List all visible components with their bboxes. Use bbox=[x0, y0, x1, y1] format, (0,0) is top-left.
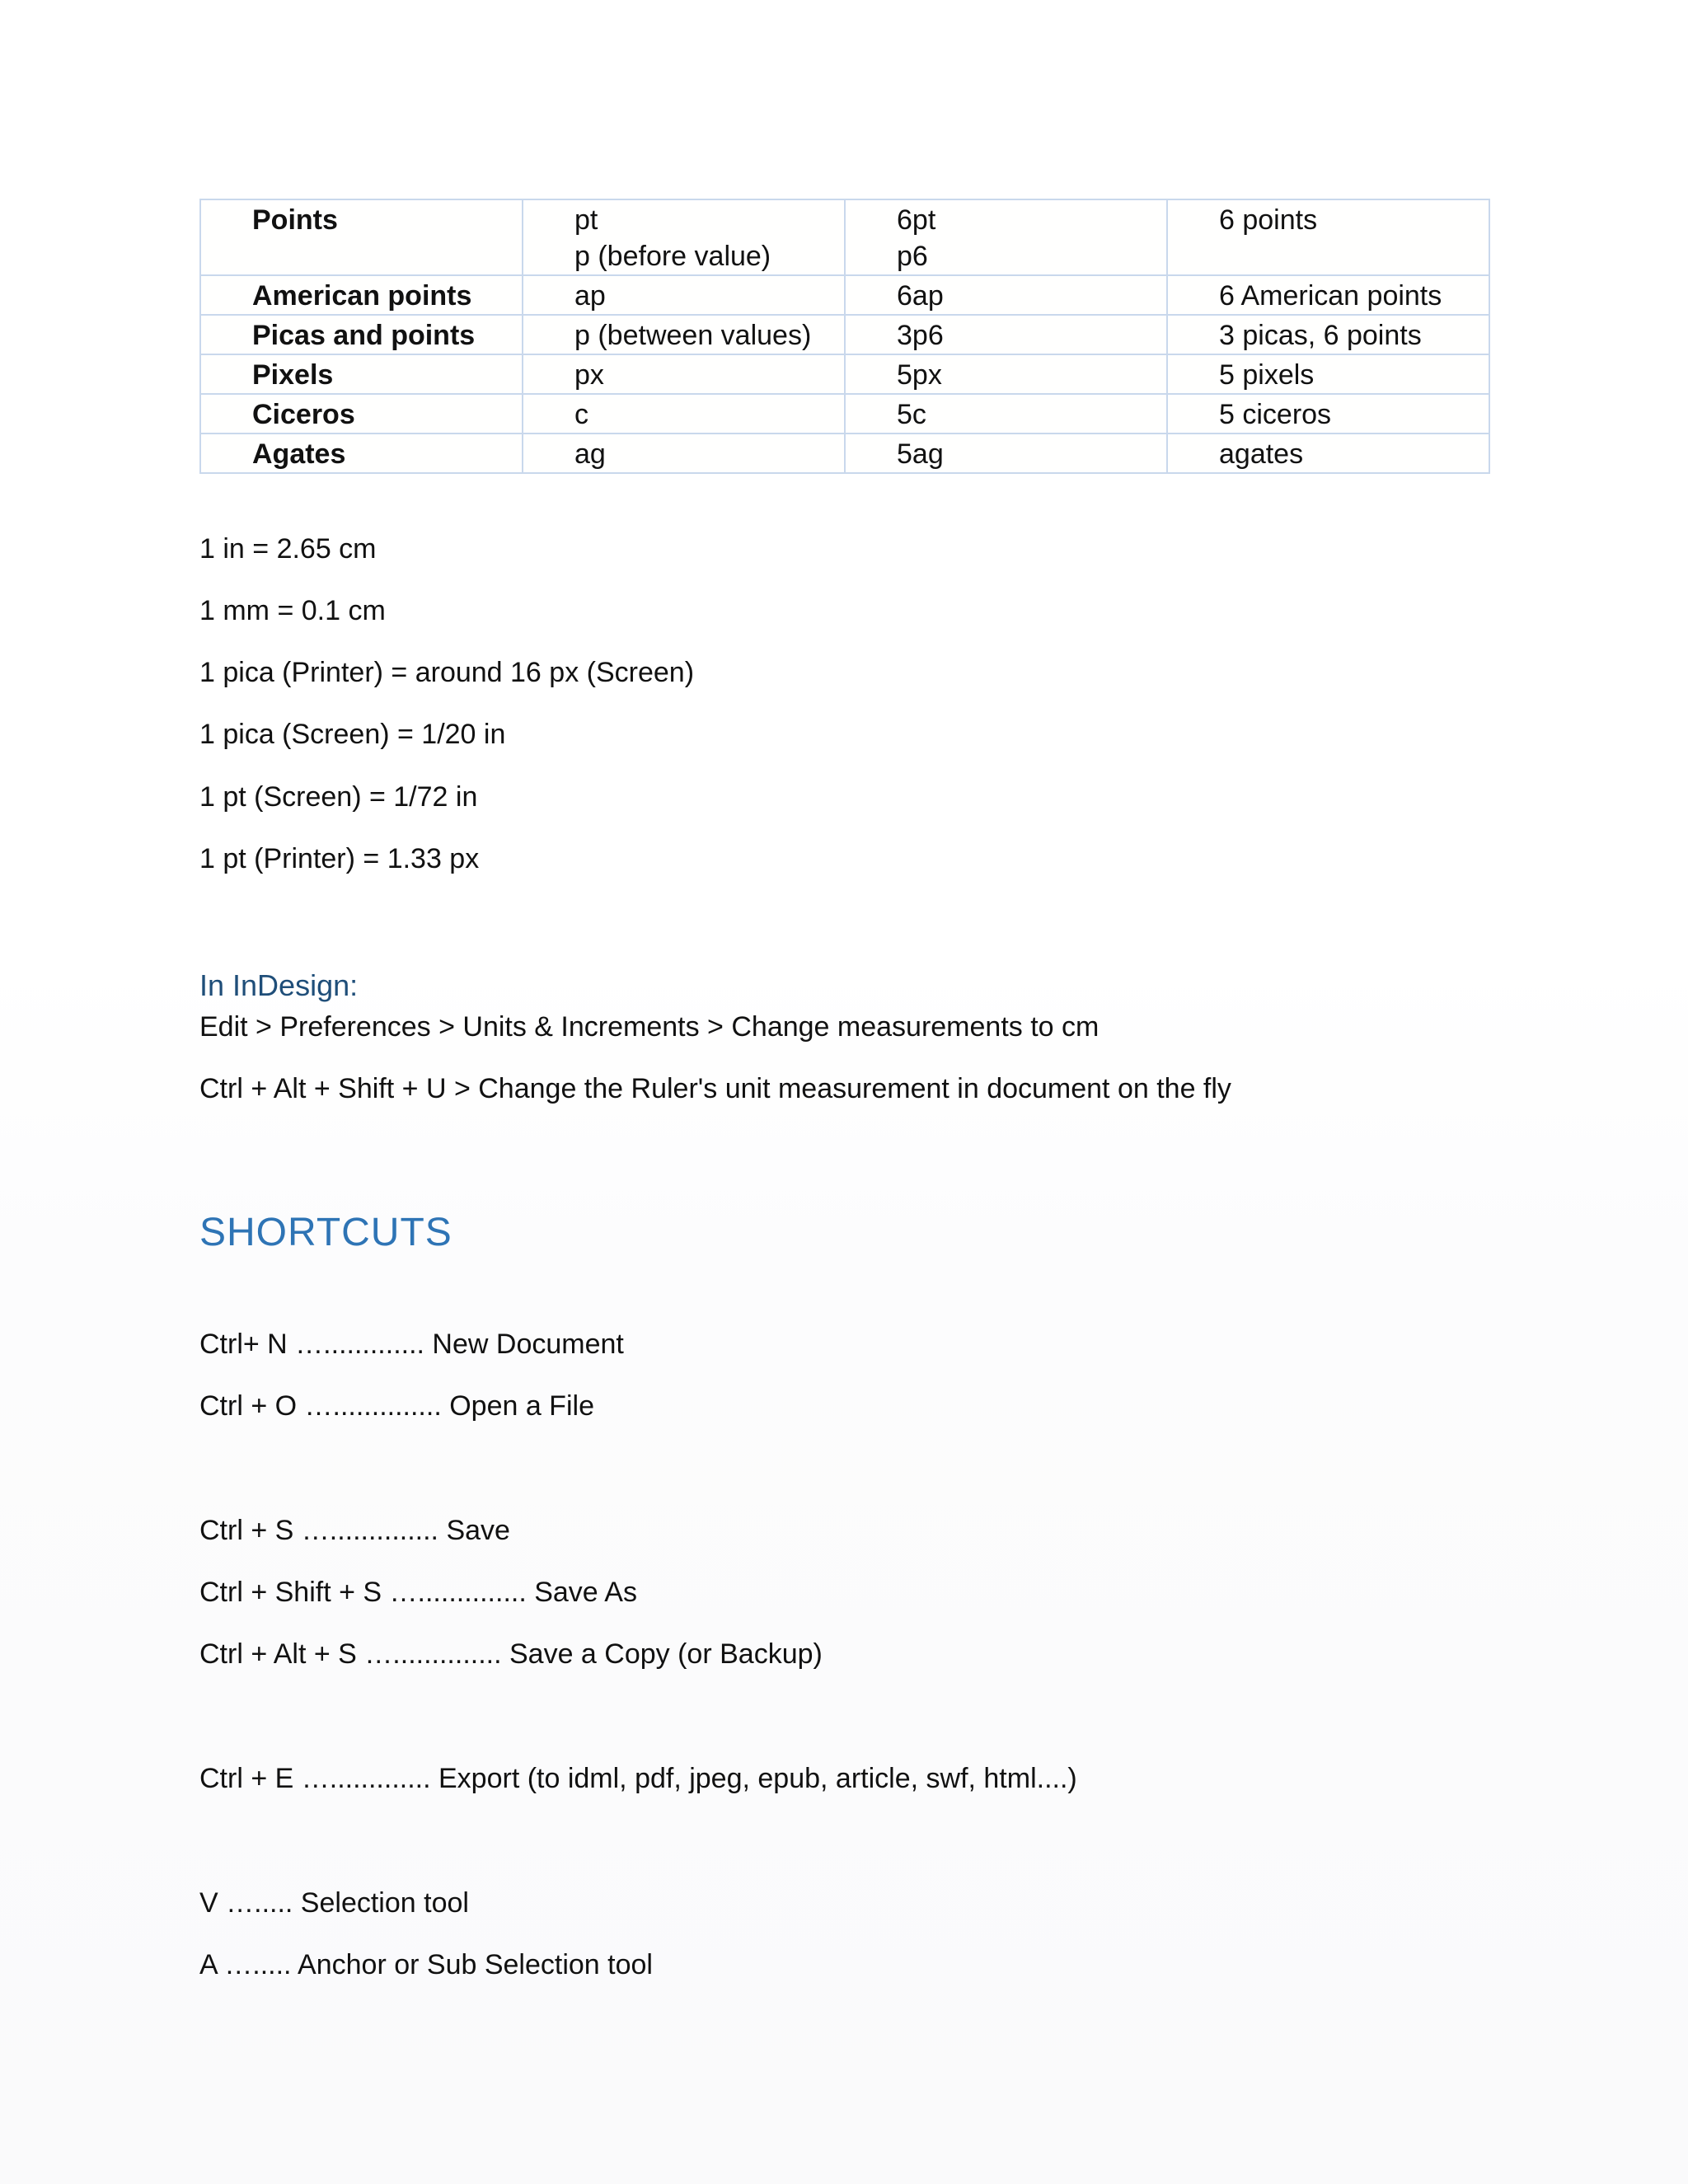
shortcut-item: Ctrl + O ….............. Open a File bbox=[199, 1390, 594, 1422]
unit-name: American points bbox=[200, 275, 523, 315]
shortcut-item: Ctrl + Shift + S ….............. Save As bbox=[199, 1577, 637, 1608]
shortcut-item: Ctrl + E …............. Export (to idml, pdf, jpeg, epub, article, swf, html....) bbox=[199, 1763, 1077, 1794]
unit-example: 5c bbox=[845, 394, 1167, 434]
shortcut-item: Ctrl+ N …............. New Document bbox=[199, 1329, 624, 1360]
unit-meaning: agates bbox=[1167, 434, 1489, 473]
conversion-line: 1 pica (Printer) = around 16 px (Screen) bbox=[199, 657, 695, 688]
shortcut-item: Ctrl + Alt + S ….............. Save a Copy (or Backup) bbox=[199, 1638, 823, 1670]
unit-meaning: 5 pixels bbox=[1167, 354, 1489, 394]
unit-name: Picas and points bbox=[200, 315, 523, 354]
unit-example: 5px bbox=[845, 354, 1167, 394]
unit-abbreviation: p (between values) bbox=[523, 315, 845, 354]
unit-abbreviation: c bbox=[523, 394, 845, 434]
unit-name: Points bbox=[200, 199, 523, 275]
unit-name: Pixels bbox=[200, 354, 523, 394]
indesign-heading: In InDesign: bbox=[199, 968, 359, 1002]
unit-abbreviation: px bbox=[523, 354, 845, 394]
conversion-line: 1 mm = 0.1 cm bbox=[199, 595, 386, 626]
unit-example: 6pt p6 bbox=[845, 199, 1167, 275]
table-row bbox=[200, 275, 1489, 315]
conversion-line: 1 pt (Screen) = 1/72 in bbox=[199, 781, 478, 813]
unit-abbreviation: ap bbox=[523, 275, 845, 315]
unit-example: 6ap bbox=[845, 275, 1167, 315]
unit-abbreviation: ag bbox=[523, 434, 845, 473]
indesign-instruction: Ctrl + Alt + Shift + U > Change the Ruler's unit measurement in document on the fly bbox=[199, 1073, 1231, 1104]
unit-abbreviation: pt p (before value) bbox=[523, 199, 845, 275]
indesign-instruction: Edit > Preferences > Units & Increments > Change measurements to cm bbox=[199, 1011, 1100, 1043]
conversion-line: 1 pt (Printer) = 1.33 px bbox=[199, 843, 480, 874]
shortcut-item: V …..... Selection tool bbox=[199, 1887, 469, 1919]
shortcut-item: A …..... Anchor or Sub Selection tool bbox=[199, 1949, 653, 1980]
table-row bbox=[200, 394, 1489, 434]
table-row bbox=[200, 199, 1489, 275]
unit-name: Ciceros bbox=[200, 394, 523, 434]
table-row bbox=[200, 354, 1489, 394]
units-table bbox=[199, 199, 1490, 474]
unit-meaning: 6 American points bbox=[1167, 275, 1489, 315]
unit-name: Agates bbox=[200, 434, 523, 473]
unit-example: 5ag bbox=[845, 434, 1167, 473]
table-row bbox=[200, 434, 1489, 473]
unit-meaning: 6 points bbox=[1167, 199, 1489, 275]
conversion-line: 1 in = 2.65 cm bbox=[199, 533, 377, 565]
table-row bbox=[200, 315, 1489, 354]
shortcut-item: Ctrl + S ….............. Save bbox=[199, 1515, 510, 1546]
conversion-line: 1 pica (Screen) = 1/20 in bbox=[199, 719, 506, 750]
unit-meaning: 3 picas, 6 points bbox=[1167, 315, 1489, 354]
shortcuts-heading: SHORTCUTS bbox=[199, 1211, 452, 1254]
unit-example: 3p6 bbox=[845, 315, 1167, 354]
unit-meaning: 5 ciceros bbox=[1167, 394, 1489, 434]
